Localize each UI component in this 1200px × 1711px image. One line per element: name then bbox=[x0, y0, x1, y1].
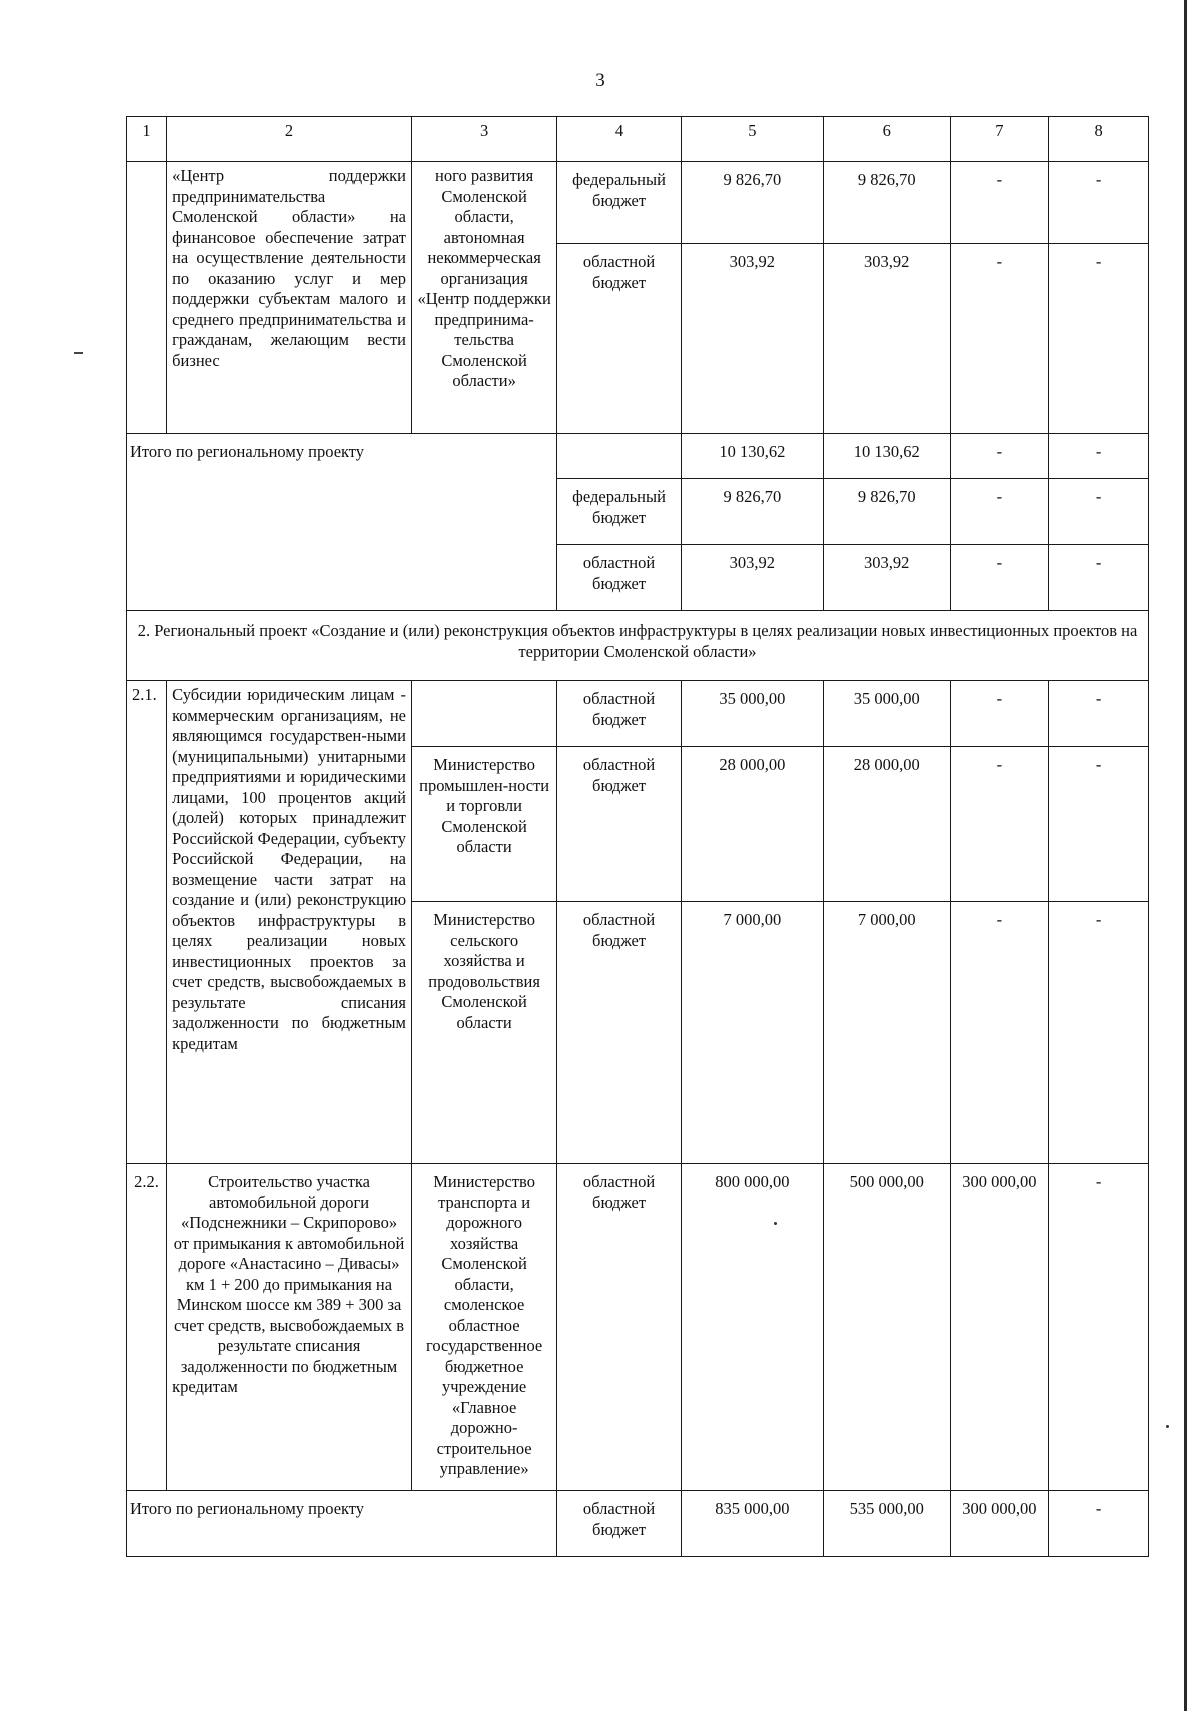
funding-source: областной бюджет bbox=[557, 1164, 682, 1491]
header-row bbox=[127, 117, 1149, 162]
funding-source: областной бюджет bbox=[557, 545, 682, 611]
funding-source bbox=[557, 434, 682, 479]
section-header-row bbox=[127, 611, 1149, 681]
amount-year-3: - bbox=[1049, 545, 1149, 611]
funding-source: областной бюджет bbox=[557, 681, 682, 747]
amount-total: 9 826,70 bbox=[681, 479, 823, 545]
amount-year-3: - bbox=[1049, 902, 1149, 1164]
amount-year-1: 9 826,70 bbox=[823, 479, 950, 545]
funding-source: областной бюджет bbox=[557, 747, 682, 902]
row-description: «Центр поддержки предпринимательства Смоленской области» на финансовое обеспечение затрат на осуществление деятельности по оказанию услуг и мер поддержки субъектам малого и среднего предпринимательства и гражданам, желающим вести бизнес bbox=[167, 162, 412, 434]
amount-year-3: - bbox=[1049, 747, 1149, 902]
table-row bbox=[127, 1491, 1149, 1557]
amount-year-3: - bbox=[1049, 244, 1149, 434]
row-executor: Министерство сельского хозяйства и продовольствия Смоленской области bbox=[412, 902, 557, 1164]
table-row bbox=[127, 162, 1149, 244]
amount-total: 28 000,00 bbox=[681, 747, 823, 902]
row-number: 2.1. bbox=[127, 681, 167, 1164]
header-cell-8: 8 bbox=[1049, 117, 1149, 162]
row-executor: ного развития Смоленской области, автономная некоммерческая организация «Центр поддержки предпринима-тельства Смоленской области» bbox=[412, 162, 557, 434]
amount-year-3: - bbox=[1049, 1491, 1149, 1557]
row-description: Субсидии юридическим лицам - коммерческим организациям, не являющимся государствен-ными (муниципальными) унитарными предприятиями и юридическими лицами, 100 процентов акций (долей) которых принадлежит Российской Федерации, субъекту Российской Федерации, на возмещение части затрат на создание и (или) реконструкцию объектов инфраструктуры в целях реализации новых инвестиционных проектов за счет средств, высвобождаемых в результате списания задолженности по бюджетным кредитам bbox=[167, 681, 412, 1164]
page-number: 3 bbox=[595, 70, 605, 91]
row-number-cell bbox=[127, 162, 167, 434]
amount-year-1: 9 826,70 bbox=[823, 162, 950, 244]
amount-year-1: 303,92 bbox=[823, 545, 950, 611]
amount-year-2: - bbox=[950, 545, 1049, 611]
amount-year-1: 10 130,62 bbox=[823, 434, 950, 479]
header-cell-4: 4 bbox=[557, 117, 682, 162]
amount-year-1: 7 000,00 bbox=[823, 902, 950, 1164]
total-label: Итого по региональному проекту bbox=[127, 1491, 557, 1557]
total-label: Итого по региональному проекту bbox=[127, 434, 557, 611]
amount-year-2: - bbox=[950, 681, 1049, 747]
amount-year-2: - bbox=[950, 434, 1049, 479]
row-description: Строительство участка автомобильной дороги «Подснежники – Скрипорово» от примыкания к автомобильной дороге «Анастасино – Дивасы» км 1 + 200 до примыкания на Минском шоссе км 389 + 300 за счет средств, высвобождаемых в результате списания задолженности по бюджетным кредитам bbox=[167, 1164, 412, 1491]
funding-source: федеральный бюджет bbox=[557, 479, 682, 545]
amount-total: 800 000,00 bbox=[681, 1164, 823, 1491]
amount-year-1: 303,92 bbox=[823, 244, 950, 434]
amount-year-3: - bbox=[1049, 479, 1149, 545]
amount-total: 7 000,00 bbox=[681, 902, 823, 1164]
amount-year-3: - bbox=[1049, 434, 1149, 479]
amount-total: 303,92 bbox=[681, 244, 823, 434]
section-title: 2. Региональный проект «Создание и (или) реконструкция объектов инфраструктуры в целях реализации новых инвестиционных проектов на территории Смоленской области» bbox=[127, 611, 1149, 681]
amount-year-1: 535 000,00 bbox=[823, 1491, 950, 1557]
amount-total: 35 000,00 bbox=[681, 681, 823, 747]
amount-total: 835 000,00 bbox=[681, 1491, 823, 1557]
funding-source: областной бюджет bbox=[557, 244, 682, 434]
funding-source: областной бюджет bbox=[557, 902, 682, 1164]
table-row bbox=[127, 1164, 1149, 1491]
amount-year-1: 500 000,00 bbox=[823, 1164, 950, 1491]
header-cell-5: 5 bbox=[681, 117, 823, 162]
header-cell-2: 2 bbox=[167, 117, 412, 162]
funding-source: областной бюджет bbox=[557, 1491, 682, 1557]
row-executor: Министерство промышлен-ности и торговли Смоленской области bbox=[412, 747, 557, 902]
amount-total: 9 826,70 bbox=[681, 162, 823, 244]
table-row bbox=[127, 681, 1149, 747]
amount-year-2: - bbox=[950, 244, 1049, 434]
row-executor: Министерство транспорта и дорожного хозяйства Смоленской области, смоленское областное государственное бюджетное учреждение «Главное дорожно-строительное управление» bbox=[412, 1164, 557, 1491]
header-cell-7: 7 bbox=[950, 117, 1049, 162]
amount-year-1: 35 000,00 bbox=[823, 681, 950, 747]
amount-year-1: 28 000,00 bbox=[823, 747, 950, 902]
amount-year-3: - bbox=[1049, 1164, 1149, 1491]
amount-total: 10 130,62 bbox=[681, 434, 823, 479]
header-cell-3: 3 bbox=[412, 117, 557, 162]
amount-year-3: - bbox=[1049, 681, 1149, 747]
amount-year-2: - bbox=[950, 902, 1049, 1164]
scan-mark bbox=[74, 352, 83, 354]
amount-year-2: 300 000,00 bbox=[950, 1491, 1049, 1557]
amount-year-2: - bbox=[950, 162, 1049, 244]
amount-year-2: - bbox=[950, 747, 1049, 902]
row-executor bbox=[412, 681, 557, 747]
amount-year-3: - bbox=[1049, 162, 1149, 244]
amount-total: 303,92 bbox=[681, 545, 823, 611]
header-cell-6: 6 bbox=[823, 117, 950, 162]
scan-mark bbox=[774, 1222, 777, 1225]
amount-year-2: 300 000,00 bbox=[950, 1164, 1049, 1491]
scan-edge-line bbox=[1184, 0, 1187, 1711]
scan-mark bbox=[1166, 1425, 1169, 1428]
amount-year-2: - bbox=[950, 479, 1049, 545]
budget-table bbox=[126, 116, 1149, 1557]
table-row bbox=[127, 434, 1149, 479]
funding-source: федеральный бюджет bbox=[557, 162, 682, 244]
header-cell-1: 1 bbox=[127, 117, 167, 162]
row-number: 2.2. bbox=[127, 1164, 167, 1491]
